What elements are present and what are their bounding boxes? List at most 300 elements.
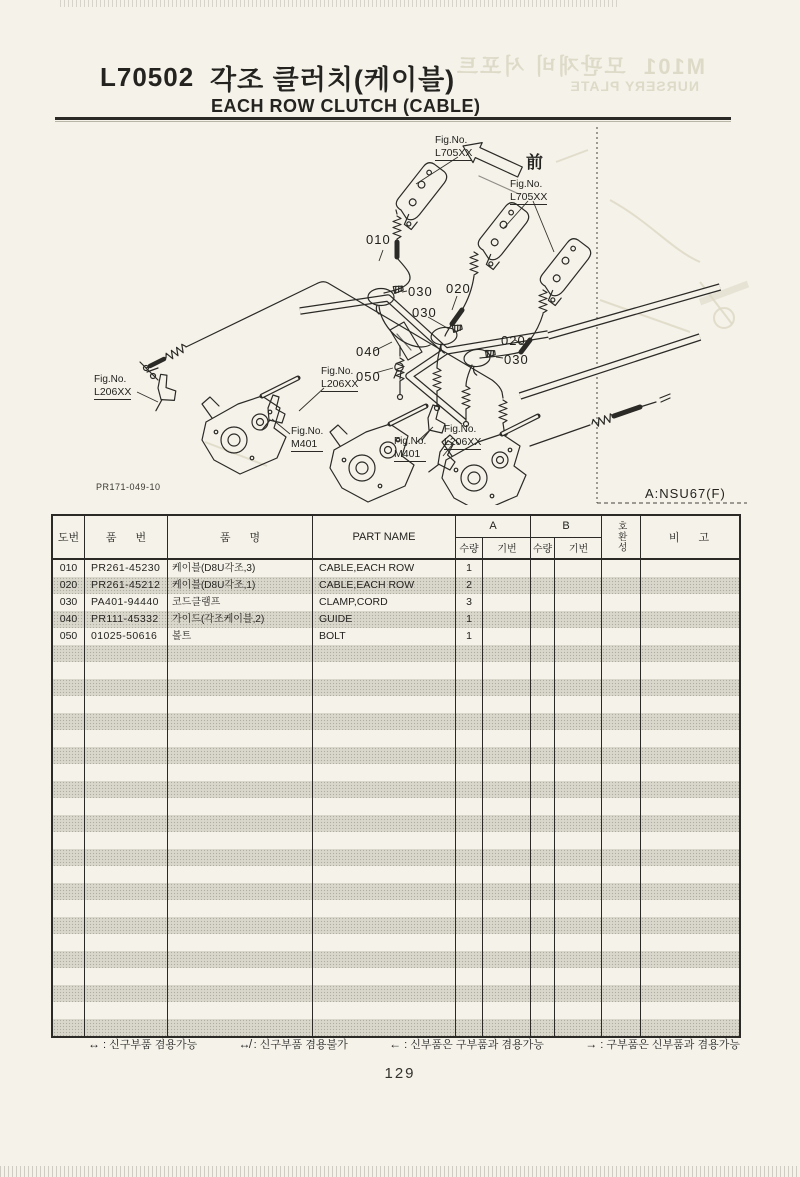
cell-part_no: PR261-45230 bbox=[85, 560, 168, 577]
cell-ser_b bbox=[555, 832, 602, 849]
part-callout-050: 050 bbox=[356, 369, 381, 384]
cell-qty_b bbox=[531, 900, 555, 917]
cell-remarks bbox=[641, 968, 737, 985]
cell-part_name bbox=[313, 764, 456, 781]
cell-name_ko bbox=[168, 815, 313, 832]
cell-qty_a bbox=[456, 662, 483, 679]
cell-qty_a bbox=[456, 798, 483, 815]
cell-qty_a bbox=[456, 747, 483, 764]
cell-part_name bbox=[313, 951, 456, 968]
cell-compat bbox=[602, 781, 641, 798]
cell-qty_b bbox=[531, 679, 555, 696]
cell-part_name bbox=[313, 866, 456, 883]
cell-name_ko bbox=[168, 662, 313, 679]
bleedthrough-code: M101 bbox=[641, 54, 705, 79]
cell-qty_b bbox=[531, 577, 555, 594]
cell-name_ko: 케이블(D8U각조,3) bbox=[168, 560, 313, 577]
legend-arrow-icon: ↔ bbox=[88, 1037, 100, 1051]
cell-name_ko bbox=[168, 900, 313, 917]
cell-compat bbox=[602, 866, 641, 883]
cell-part_no bbox=[85, 730, 168, 747]
cell-part_name bbox=[313, 917, 456, 934]
cell-qty_b bbox=[531, 883, 555, 900]
cell-part_name bbox=[313, 645, 456, 662]
cell-qty_a: 3 bbox=[456, 594, 483, 611]
cell-qty_b bbox=[531, 798, 555, 815]
cell-name_ko: 케이블(D8U각조,1) bbox=[168, 577, 313, 594]
cell-qty_a bbox=[456, 951, 483, 968]
cell-ser_a bbox=[483, 594, 531, 611]
bleedthrough-title bbox=[430, 55, 705, 95]
cell-remarks bbox=[641, 628, 737, 645]
cell-qty_a bbox=[456, 968, 483, 985]
cell-part_no bbox=[85, 815, 168, 832]
part-callout-020: 020 bbox=[446, 281, 471, 296]
cell-ser_a bbox=[483, 815, 531, 832]
part-callout-030: 030 bbox=[408, 284, 433, 299]
table-row-empty bbox=[53, 747, 739, 764]
cell-no bbox=[53, 934, 85, 951]
cell-ser_a bbox=[483, 951, 531, 968]
legend-arrow-icon: ← bbox=[389, 1037, 402, 1051]
cell-part_name: BOLT bbox=[313, 628, 456, 645]
cell-part_no bbox=[85, 849, 168, 866]
page-title-english: EACH ROW CLUTCH (CABLE) bbox=[211, 96, 481, 116]
cell-part_name bbox=[313, 713, 456, 730]
drawing-reference: PR171-049-10 bbox=[96, 482, 161, 492]
col-header-qty-a: 수량 bbox=[456, 538, 483, 559]
cell-compat bbox=[602, 730, 641, 747]
cell-part_name: GUIDE bbox=[313, 611, 456, 628]
cell-name_ko bbox=[168, 764, 313, 781]
cell-part_no: PR111-45332 bbox=[85, 611, 168, 628]
fig-ref-l705xx: Fig.No. L705XX bbox=[510, 179, 547, 205]
table-row-empty bbox=[53, 679, 739, 696]
scan-noise-top bbox=[60, 0, 620, 7]
cell-compat bbox=[602, 798, 641, 815]
cell-qty_b bbox=[531, 866, 555, 883]
cell-qty_b bbox=[531, 662, 555, 679]
cell-part_name bbox=[313, 968, 456, 985]
cell-part_no bbox=[85, 1002, 168, 1019]
cell-name_ko bbox=[168, 713, 313, 730]
cell-remarks bbox=[641, 1002, 737, 1019]
cell-compat bbox=[602, 1002, 641, 1019]
col-header-qty-b: 수량 bbox=[531, 538, 555, 559]
cell-no bbox=[53, 849, 85, 866]
cell-part_no bbox=[85, 662, 168, 679]
cell-no bbox=[53, 764, 85, 781]
legend-item bbox=[88, 1036, 197, 1052]
cell-remarks bbox=[641, 798, 737, 815]
cell-part_name bbox=[313, 883, 456, 900]
cell-ser_a bbox=[483, 662, 531, 679]
cell-compat bbox=[602, 985, 641, 1002]
cell-qty_a bbox=[456, 900, 483, 917]
cell-part_no bbox=[85, 934, 168, 951]
fig-ref-m401: Fig.No. M401 bbox=[394, 436, 426, 462]
table-row-empty bbox=[53, 815, 739, 832]
cell-name_ko bbox=[168, 696, 313, 713]
cell-remarks bbox=[641, 849, 737, 866]
cell-remarks bbox=[641, 866, 737, 883]
cell-qty_b bbox=[531, 560, 555, 577]
table-row-empty bbox=[53, 798, 739, 815]
cell-part_name bbox=[313, 934, 456, 951]
cell-ser_b bbox=[555, 662, 602, 679]
cell-part_no bbox=[85, 985, 168, 1002]
cell-ser_b bbox=[555, 628, 602, 645]
cell-qty_a: 1 bbox=[456, 628, 483, 645]
cell-ser_b bbox=[555, 764, 602, 781]
cell-remarks bbox=[641, 679, 737, 696]
cell-part_name bbox=[313, 747, 456, 764]
cell-qty_b bbox=[531, 764, 555, 781]
cell-ser_a bbox=[483, 985, 531, 1002]
parts-table-header bbox=[53, 516, 739, 560]
cell-qty_a bbox=[456, 917, 483, 934]
cell-part_no: 01025-50616 bbox=[85, 628, 168, 645]
cell-compat bbox=[602, 577, 641, 594]
cell-no bbox=[53, 985, 85, 1002]
table-row-empty bbox=[53, 951, 739, 968]
bleedthrough-title-ko: 모판재비 서포트 bbox=[454, 54, 626, 79]
cell-ser_b bbox=[555, 696, 602, 713]
cell-qty_a bbox=[456, 883, 483, 900]
cell-ser_a bbox=[483, 968, 531, 985]
cell-qty_b bbox=[531, 951, 555, 968]
cell-no bbox=[53, 662, 85, 679]
section-code: L70502 bbox=[100, 62, 195, 92]
cell-part_name: CABLE,EACH ROW bbox=[313, 560, 456, 577]
table-row-empty bbox=[53, 968, 739, 985]
cell-name_ko bbox=[168, 985, 313, 1002]
table-row-empty bbox=[53, 696, 739, 713]
cell-name_ko bbox=[168, 968, 313, 985]
cell-compat bbox=[602, 968, 641, 985]
cell-ser_a bbox=[483, 730, 531, 747]
cell-remarks bbox=[641, 730, 737, 747]
cell-qty_b bbox=[531, 832, 555, 849]
cell-no bbox=[53, 781, 85, 798]
cell-ser_a bbox=[483, 696, 531, 713]
cell-part_no bbox=[85, 764, 168, 781]
cell-compat bbox=[602, 951, 641, 968]
cell-part_no bbox=[85, 747, 168, 764]
cell-qty_a bbox=[456, 1002, 483, 1019]
cell-part_name bbox=[313, 900, 456, 917]
cell-ser_b bbox=[555, 611, 602, 628]
table-row-empty bbox=[53, 985, 739, 1002]
cell-part_no bbox=[85, 645, 168, 662]
cell-part_no bbox=[85, 968, 168, 985]
cell-compat bbox=[602, 679, 641, 696]
cell-part_no: PR261-45212 bbox=[85, 577, 168, 594]
legend-item bbox=[389, 1036, 544, 1052]
cell-no bbox=[53, 679, 85, 696]
bleedthrough-marks bbox=[205, 150, 748, 466]
parts-table-body bbox=[53, 560, 739, 1036]
cell-ser_a bbox=[483, 560, 531, 577]
cell-part_no bbox=[85, 696, 168, 713]
cell-no bbox=[53, 730, 85, 747]
col-group-b bbox=[531, 516, 602, 558]
col-header-group-b: B bbox=[531, 516, 601, 538]
cell-part_name bbox=[313, 832, 456, 849]
cell-compat bbox=[602, 883, 641, 900]
cell-compat bbox=[602, 934, 641, 951]
cell-ser_b bbox=[555, 781, 602, 798]
cell-part_no bbox=[85, 1019, 168, 1036]
cell-no bbox=[53, 815, 85, 832]
cell-remarks bbox=[641, 696, 737, 713]
cell-qty_a bbox=[456, 781, 483, 798]
cell-name_ko: 코드클램프 bbox=[168, 594, 313, 611]
table-row-empty bbox=[53, 832, 739, 849]
table-row-empty bbox=[53, 1019, 739, 1036]
cell-part_no bbox=[85, 883, 168, 900]
model-reference: A:NSU67(F) bbox=[645, 486, 726, 501]
cell-qty_a: 1 bbox=[456, 611, 483, 628]
cell-remarks bbox=[641, 662, 737, 679]
cell-compat bbox=[602, 696, 641, 713]
cell-name_ko bbox=[168, 747, 313, 764]
cell-no: 030 bbox=[53, 594, 85, 611]
cell-qty_a bbox=[456, 679, 483, 696]
table-row-empty bbox=[53, 713, 739, 730]
cell-part_name bbox=[313, 696, 456, 713]
table-row-empty bbox=[53, 934, 739, 951]
part-callout-030: 030 bbox=[412, 305, 437, 320]
cell-qty_b bbox=[531, 968, 555, 985]
cell-no bbox=[53, 951, 85, 968]
cell-qty_a bbox=[456, 645, 483, 662]
cell-ser_a bbox=[483, 900, 531, 917]
cell-name_ko bbox=[168, 679, 313, 696]
cell-part_name bbox=[313, 1002, 456, 1019]
cell-ser_a bbox=[483, 679, 531, 696]
cell-ser_a bbox=[483, 577, 531, 594]
cell-no bbox=[53, 1002, 85, 1019]
table-row-empty bbox=[53, 883, 739, 900]
cell-no bbox=[53, 832, 85, 849]
cell-ser_a bbox=[483, 883, 531, 900]
cell-ser_a bbox=[483, 917, 531, 934]
cell-ser_a bbox=[483, 628, 531, 645]
cell-name_ko: 볼트 bbox=[168, 628, 313, 645]
cell-ser_a bbox=[483, 798, 531, 815]
col-header-compat: 호환성 bbox=[602, 516, 641, 558]
cell-remarks bbox=[641, 560, 737, 577]
cell-no: 010 bbox=[53, 560, 85, 577]
fig-ref-m401: Fig.No. M401 bbox=[291, 426, 323, 452]
cell-qty_b bbox=[531, 645, 555, 662]
cell-remarks bbox=[641, 917, 737, 934]
cell-compat bbox=[602, 662, 641, 679]
cell-compat bbox=[602, 645, 641, 662]
col-header-doc-no: 도번 bbox=[53, 516, 85, 558]
cell-ser_b bbox=[555, 900, 602, 917]
table-row-empty bbox=[53, 764, 739, 781]
cell-part_name bbox=[313, 679, 456, 696]
cell-ser_b bbox=[555, 679, 602, 696]
cell-no bbox=[53, 696, 85, 713]
table-row-empty bbox=[53, 1002, 739, 1019]
cell-no bbox=[53, 1019, 85, 1036]
cell-no: 050 bbox=[53, 628, 85, 645]
cell-remarks bbox=[641, 764, 737, 781]
cell-compat bbox=[602, 849, 641, 866]
cell-qty_a bbox=[456, 713, 483, 730]
col-header-group-a: A bbox=[456, 516, 530, 538]
cell-ser_b bbox=[555, 968, 602, 985]
cell-ser_b bbox=[555, 594, 602, 611]
cell-ser_a bbox=[483, 1002, 531, 1019]
cell-ser_b bbox=[555, 577, 602, 594]
cell-ser_a bbox=[483, 1019, 531, 1036]
col-header-part-name: PART NAME bbox=[313, 516, 456, 558]
cell-qty_a: 2 bbox=[456, 577, 483, 594]
cell-ser_b bbox=[555, 815, 602, 832]
cell-ser_a bbox=[483, 866, 531, 883]
cell-name_ko bbox=[168, 832, 313, 849]
cell-part_name: CABLE,EACH ROW bbox=[313, 577, 456, 594]
cell-qty_a bbox=[456, 730, 483, 747]
cell-compat bbox=[602, 1019, 641, 1036]
page-title-korean: 각조 클러치(케이블) bbox=[210, 65, 456, 95]
cell-no bbox=[53, 798, 85, 815]
cell-remarks bbox=[641, 985, 737, 1002]
legend-arrow-icon: ↮ bbox=[238, 1037, 251, 1051]
part-callout-040: 040 bbox=[356, 344, 381, 359]
cell-remarks bbox=[641, 1019, 737, 1036]
cell-ser_b bbox=[555, 560, 602, 577]
cell-compat bbox=[602, 917, 641, 934]
part-callout-020: 020 bbox=[501, 333, 526, 348]
legend-arrow-icon: → bbox=[585, 1037, 598, 1051]
cell-no bbox=[53, 968, 85, 985]
table-row-empty bbox=[53, 781, 739, 798]
cell-ser_a bbox=[483, 832, 531, 849]
table-row-empty bbox=[53, 645, 739, 662]
cell-remarks bbox=[641, 611, 737, 628]
cell-qty_a bbox=[456, 1019, 483, 1036]
title-rule-shadow bbox=[55, 121, 731, 122]
fig-ref-l206xx: Fig.No. L206XX bbox=[321, 366, 358, 392]
cell-no: 020 bbox=[53, 577, 85, 594]
cell-ser_a bbox=[483, 934, 531, 951]
cell-ser_b bbox=[555, 747, 602, 764]
cell-remarks bbox=[641, 645, 737, 662]
scan-noise-bottom bbox=[0, 1166, 800, 1177]
cell-ser_b bbox=[555, 951, 602, 968]
table-row-empty bbox=[53, 900, 739, 917]
cell-no: 040 bbox=[53, 611, 85, 628]
cell-part_no bbox=[85, 781, 168, 798]
cell-ser_b bbox=[555, 713, 602, 730]
cell-qty_b bbox=[531, 696, 555, 713]
legend-text: : 구부품은 신부품과 겸용가능 bbox=[597, 1039, 740, 1051]
cell-ser_b bbox=[555, 934, 602, 951]
gearcase-brackets bbox=[202, 378, 538, 505]
title-rule bbox=[55, 117, 731, 120]
cell-remarks bbox=[641, 747, 737, 764]
cell-qty_b bbox=[531, 1002, 555, 1019]
cell-qty_b bbox=[531, 985, 555, 1002]
table-row-empty bbox=[53, 866, 739, 883]
cell-name_ko bbox=[168, 951, 313, 968]
cell-compat bbox=[602, 747, 641, 764]
cell-qty_b bbox=[531, 747, 555, 764]
cell-qty_a bbox=[456, 985, 483, 1002]
cell-remarks bbox=[641, 951, 737, 968]
cell-ser_a bbox=[483, 764, 531, 781]
page-number: 129 bbox=[384, 1065, 416, 1082]
cell-no bbox=[53, 713, 85, 730]
cell-part_name bbox=[313, 849, 456, 866]
cell-qty_b bbox=[531, 594, 555, 611]
cell-name_ko bbox=[168, 917, 313, 934]
cell-part_name bbox=[313, 781, 456, 798]
cell-ser_b bbox=[555, 645, 602, 662]
bleedthrough-title-en: NURSERY PLATE bbox=[569, 78, 699, 95]
cell-qty_b bbox=[531, 917, 555, 934]
cell-qty_a bbox=[456, 696, 483, 713]
cell-name_ko bbox=[168, 883, 313, 900]
cell-name_ko bbox=[168, 781, 313, 798]
cell-part_name bbox=[313, 815, 456, 832]
col-group-a bbox=[456, 516, 531, 558]
cell-name_ko bbox=[168, 866, 313, 883]
front-direction-label: 前 bbox=[526, 153, 543, 172]
cell-ser_a bbox=[483, 645, 531, 662]
cell-ser_b bbox=[555, 849, 602, 866]
cell-part_no bbox=[85, 679, 168, 696]
fig-ref-l206xx: Fig.No. L206XX bbox=[444, 424, 481, 450]
cell-name_ko: 가이드(각조케이블,2) bbox=[168, 611, 313, 628]
table-row-010 bbox=[53, 560, 739, 577]
cell-ser_a bbox=[483, 713, 531, 730]
cell-part_name bbox=[313, 985, 456, 1002]
table-row-empty bbox=[53, 662, 739, 679]
part-callout-030: 030 bbox=[504, 352, 529, 367]
cell-no bbox=[53, 900, 85, 917]
cell-qty_a bbox=[456, 815, 483, 832]
legend-text: : 신구부품 겸용불가 bbox=[250, 1039, 348, 1051]
cell-compat bbox=[602, 713, 641, 730]
cell-qty_b bbox=[531, 1019, 555, 1036]
cell-ser_b bbox=[555, 866, 602, 883]
cell-remarks bbox=[641, 781, 737, 798]
part-callout-010: 010 bbox=[366, 232, 391, 247]
fig-ref-l705xx: Fig.No. L705XX bbox=[435, 135, 472, 161]
cell-part_name bbox=[313, 662, 456, 679]
cell-part_no bbox=[85, 866, 168, 883]
table-row-020 bbox=[53, 577, 739, 594]
cell-qty_b bbox=[531, 815, 555, 832]
cell-no bbox=[53, 883, 85, 900]
cell-qty_b bbox=[531, 781, 555, 798]
cell-remarks bbox=[641, 832, 737, 849]
cell-part_no bbox=[85, 951, 168, 968]
cell-compat bbox=[602, 594, 641, 611]
cell-name_ko bbox=[168, 849, 313, 866]
cell-part_no bbox=[85, 900, 168, 917]
cell-name_ko bbox=[168, 1019, 313, 1036]
cell-ser_a bbox=[483, 611, 531, 628]
table-row-empty bbox=[53, 730, 739, 747]
cell-part_no bbox=[85, 713, 168, 730]
